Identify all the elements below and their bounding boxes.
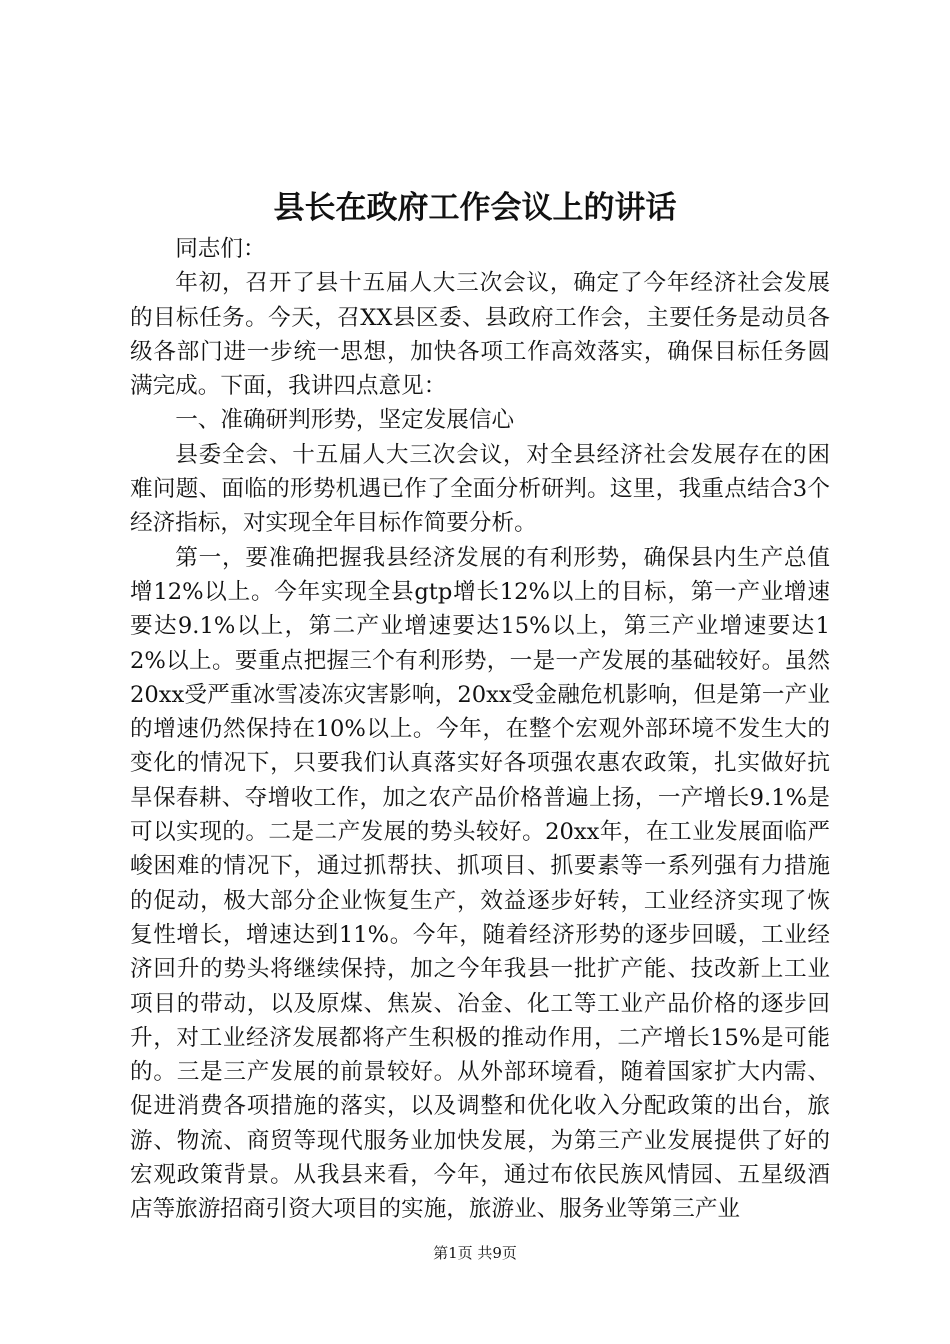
paragraph-intro: 年初，召开了县十五届人大三次会议，确定了今年经济社会发展的目标任务。今天，召XX县区委、县政府工作会，主要任务是动员各级各部门进一步统一思想，加快各项工作高效落实，确保目标任务圆满完成。下面，我讲四点意见： xyxy=(130,270,830,400)
document-body xyxy=(130,232,830,1227)
section-heading-1: 一、准确研判形势，坚定发展信心 xyxy=(175,407,515,434)
page-number: 第1页 共9页 xyxy=(433,1244,517,1262)
document-title: 县长在政府工作会议上的讲话 xyxy=(273,190,677,226)
paragraph-analysis: 县委全会、十五届人大三次会议，对全县经济社会发展存在的困难问题、面临的形势机遇已作了全面分析研判。这里，我重点结合3个经济指标，对实现全年目标作简要分析。 xyxy=(130,441,830,537)
paragraph-first-point: 第一，要准确把握我县经济发展的有利形势，确保县内生产总值增12%以上。今年实现全县gtp增长12%以上的目标，第一产业增速要达9.1%以上，第二产业增速要达15%以上，第三产业增速要达12%以上。要重点把握三个有利形势，一是一产发展的基础较好。虽然20xx受严重冰雪凌冻灾害影响，20xx受金融危机影响，但是第一产业的增速仍然保持在10%以上。今年，在整个宏观外部环境不发生大的变化的情况下，只要我们认真落实好各项强农惠农政策，扎实做好抗旱保春耕、夺增收工作，加之农产品价格普遍上扬，一产增长9.1%是可以实现的。二是二产发展的势头较好。20xx年，在工业发展面临严峻困难的情况下，通过抓帮扶、抓项目、抓要素等一系列强有力措施的促动，极大部分企业恢复生产，效益逐步好转，工业经济实现了恢复性增长，增速达到11%。今年，随着经济形势的逐步回暖，工业经济回升的势头将继续保持，加之今年我县一批扩产能、技改新上工业项目的带动，以及原煤、焦炭、冶金、化工等工业产品价格的逐步回升，对工业经济发展都将产生积极的推动作用，二产增长15%是可能的。三是三产发展的前景较好。从外部环境看，随着国家扩大内需、促进消费各项措施的落实，以及调整和优化收入分配政策的出台，旅游、物流、商贸等现代服务业加快发展，为第三产业发展提供了好的宏观政策背景。从我县来看，今年，通过布依民族风情园、五星级酒店等旅游招商引资大项目的实施，旅游业、服务业等第三产业 xyxy=(130,544,830,1223)
salutation: 同志们： xyxy=(175,236,266,262)
